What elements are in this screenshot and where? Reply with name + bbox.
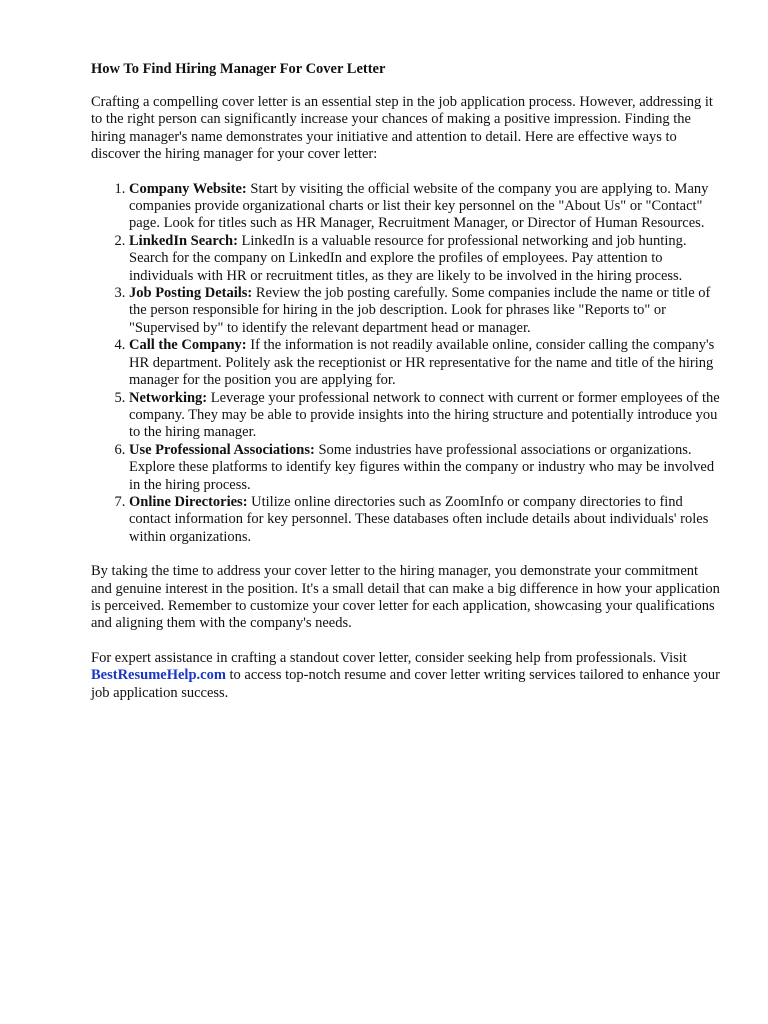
list-item-text: LinkedIn is a valuable resource for professional networking and job hunting. Search for the company on LinkedIn and explore the profiles of employees. Pay attention to individuals with HR or recruitment titles, as they are likely to be involved in the hiring process. <box>129 232 687 284</box>
list-item <box>129 494 721 546</box>
list-item <box>129 337 721 389</box>
list-item-term: Networking: <box>129 389 208 406</box>
document-page <box>91 60 721 719</box>
closing-paragraph <box>91 650 721 702</box>
list-item-term: Call the Company: <box>129 337 247 354</box>
list-item <box>129 390 721 442</box>
list-item <box>129 285 721 337</box>
bestresumehelp-link[interactable]: BestResumeHelp.com <box>91 667 226 684</box>
list-item-text: Start by visiting the official website of the company you are applying to. Many companies provide organizational charts or list their key personnel on the "About Us" or "Contact" page. Look for titles such as HR Manager, Recruitment Manager, or Director of Human Resources. <box>129 180 709 232</box>
list-item-term: Job Posting Details: <box>129 285 253 302</box>
closing-text-before-link: For expert assistance in crafting a standout cover letter, consider seeking help from professionals. Visit <box>91 649 687 666</box>
list-item <box>129 442 721 494</box>
list-item <box>129 181 721 233</box>
list-item-term: Company Website: <box>129 180 247 197</box>
list-item-term: Use Professional Associations: <box>129 441 315 458</box>
tips-list <box>91 181 721 547</box>
list-item <box>129 233 721 285</box>
list-item-text: If the information is not readily available online, consider calling the company's HR department. Politely ask the receptionist or HR representative for the name and title of the hiring manager for the position you are applying for. <box>129 337 715 389</box>
document-title: How To Find Hiring Manager For Cover Letter <box>91 61 386 77</box>
list-item-text: Some industries have professional associations or organizations. Explore these platforms to identify key figures within the company or industry who may be involved in the hiring process. <box>129 441 715 493</box>
list-item-term: Online Directories: <box>129 493 248 510</box>
closing-text-after-link: to access top-notch resume and cover letter writing services tailored to enhance your job application success. <box>91 667 720 701</box>
list-item-term: LinkedIn Search: <box>129 232 238 249</box>
list-item-text: Leverage your professional network to connect with current or former employees of the company. They may be able to provide insights into the hiring structure and potentially introduce you to the hiring manager. <box>129 389 720 441</box>
list-item-text: Review the job posting carefully. Some companies include the name or title of the person responsible for hiring in the job description. Look for phrases like "Reports to" or "Supervised by" to identify the relevant department head or manager. <box>129 285 711 336</box>
intro-paragraph: Crafting a compelling cover letter is an essential step in the job application process. However, addressing it to the right person can significantly increase your chances of making a positive impression. Finding the hiring manager's name demonstrates your initiative and attention to detail. Here are effective ways to discover the hiring manager for your cover letter: <box>91 94 713 163</box>
list-item-text: Utilize online directories such as ZoomInfo or company directories to find contact information for key personnel. These databases often include details about individuals' roles within organizations. <box>129 493 709 545</box>
conclusion-paragraph: By taking the time to address your cover letter to the hiring manager, you demonstrate your commitment and genuine interest in the position. It's a small detail that can make a big difference in how your application is perceived. Remember to customize your cover letter for each application, showcasing your qualifications and aligning them with the company's needs. <box>91 563 720 632</box>
